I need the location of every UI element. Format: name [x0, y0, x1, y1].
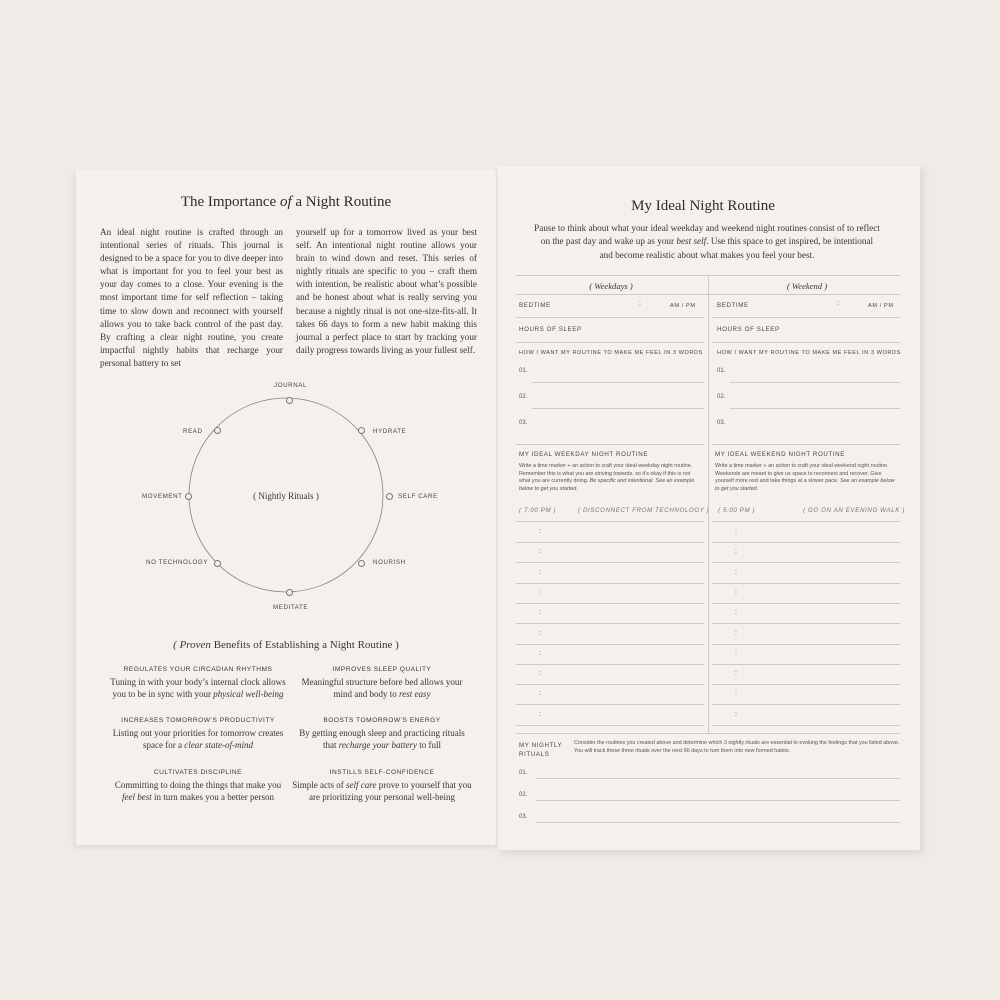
wheel-node-no-technology [214, 560, 221, 567]
routine-time-colon: : [735, 548, 737, 556]
input-line[interactable] [730, 382, 900, 383]
wheel-label-meditate: MEDITATE [273, 604, 309, 611]
benefit-text-italic: recharge your battery [338, 740, 418, 750]
routine-input-line[interactable] [516, 583, 704, 584]
title-part: a Night Routine [291, 194, 392, 210]
wheel-label-hydrate: HYDRATE [373, 428, 407, 435]
weekend-routine-title: MY IDEAL WEEKEND NIGHT ROUTINE [715, 451, 845, 458]
feel-number: 03. [519, 420, 528, 426]
divider [516, 521, 704, 522]
heading-italic: Proven [179, 639, 211, 651]
routine-input-line[interactable] [516, 644, 704, 645]
benefit-title: INCREASES TOMORROW’S PRODUCTIVITY [121, 717, 275, 724]
routine-time-colon: : [539, 710, 541, 718]
benefit-text [108, 727, 288, 751]
routine-time-colon: : [735, 710, 737, 718]
routine-input-line[interactable] [712, 583, 900, 584]
weekday-feel-words-label: HOW I WANT MY ROUTINE TO MAKE ME FEEL IN 3 WORDS [519, 350, 703, 356]
instructions-text: Write a time marker + an action to craft your ideal weekend night routine. Weekends are meant to give us space to reconnect and recover. Give yourself more rest and take things at a slower pace. [715, 463, 889, 485]
benefit-title: IMPROVES SLEEP QUALITY [332, 666, 432, 673]
routine-time-colon: : [539, 649, 541, 657]
routine-time-colon: : [539, 568, 541, 576]
routine-input-line[interactable] [516, 704, 704, 705]
routine-input-line[interactable] [712, 562, 900, 563]
intro-part: Pause to think about what your ideal weekday and weekend night routines consist of to reflect on the past day and wake up as your [534, 223, 880, 247]
routine-time-colon: : [735, 528, 737, 535]
benefit-text-part: Meaningful structure before bed allows your mind and body to [301, 677, 463, 699]
benefit-text-italic: feel best [122, 792, 152, 802]
wheel-label-self-care: SELF CARE [398, 493, 438, 500]
input-line[interactable] [532, 382, 704, 383]
weekend-feel-words-label: HOW I WANT MY ROUTINE TO MAKE ME FEEL IN 3 WORDS [717, 350, 901, 356]
routine-input-line[interactable] [516, 623, 704, 624]
routine-time-colon: : [735, 588, 737, 596]
benefit-text-part: Listing out your priorities for tomorrow creates space for a [112, 728, 284, 750]
routine-input-line[interactable] [712, 603, 900, 604]
weekend-hours-sleep-label: HOURS OF SLEEP [717, 326, 780, 333]
benefit-text [292, 727, 472, 751]
benefit-title: BOOSTS TOMORROW’S ENERGY [323, 717, 441, 724]
benefit-text-italic: self care [346, 780, 377, 790]
routine-input-line[interactable] [712, 684, 900, 685]
routine-time-colon: : [735, 649, 737, 657]
intro-italic: best self [676, 236, 707, 247]
benefits-heading [76, 639, 496, 651]
benefit-title: REGULATES YOUR CIRCADIAN RHYTHMS [123, 666, 273, 673]
wheel-node-meditate [286, 589, 293, 596]
benefit-text [108, 779, 288, 803]
weekday-routine-title: MY IDEAL WEEKDAY NIGHT ROUTINE [519, 451, 649, 458]
column-divider [708, 275, 709, 733]
wheel-label-no-technology: NO TECHNOLOGY [146, 559, 209, 566]
weekday-example-time: ( 7:00 PM ) [519, 507, 557, 514]
routine-input-line[interactable] [712, 623, 900, 624]
benefit-title: INSTILLS SELF-CONFIDENCE [329, 769, 435, 776]
benefit-item [292, 717, 472, 751]
benefit-item [292, 769, 472, 803]
benefit-item [108, 717, 288, 751]
weekdays-heading: ( Weekdays ) [589, 281, 633, 291]
routine-input-line[interactable] [712, 664, 900, 665]
input-line [516, 317, 704, 318]
routine-input-line[interactable] [712, 704, 900, 705]
weekday-hours-sleep-label: HOURS OF SLEEP [519, 326, 582, 333]
wheel-label-nourish: NOURISH [373, 559, 406, 566]
left-page-title [76, 194, 496, 211]
routine-time-colon: : [735, 609, 737, 617]
feel-number: 02. [717, 394, 726, 400]
weekday-bedtime-label: BEDTIME [519, 302, 551, 309]
routine-time-colon: : [735, 629, 737, 637]
routine-time-colon: : [539, 548, 541, 556]
benefit-text-italic: clear state-of-mind [184, 740, 253, 750]
ritual-input-line[interactable] [536, 800, 900, 801]
benefit-text-part: Committing to doing the things that make you [114, 780, 282, 790]
benefit-item [108, 769, 288, 803]
feel-number: 03. [717, 420, 726, 426]
routine-time-colon: : [539, 629, 541, 637]
routine-time-colon: : [539, 588, 541, 596]
weekday-example-action: ( DISCONNECT FROM TECHNOLOGY ) [578, 507, 710, 514]
routine-time-colon: : [539, 690, 541, 698]
benefit-item [292, 666, 472, 700]
benefit-title: CULTIVATES DISCIPLINE [153, 769, 243, 776]
wheel-label-read: READ [183, 428, 203, 435]
benefit-text-tail: to full [417, 740, 442, 750]
wheel-node-self-care [386, 493, 393, 500]
routine-time-colon: : [539, 670, 541, 678]
divider [712, 521, 900, 522]
routine-input-line[interactable] [516, 542, 704, 543]
benefit-text-tail: prove to yourself that you are prioritizing your personal well-being [309, 780, 472, 802]
ritual-input-line[interactable] [536, 822, 900, 823]
wheel-node-nourish [358, 560, 365, 567]
input-line[interactable] [532, 408, 704, 409]
routine-input-line[interactable] [712, 725, 900, 726]
wheel-node-read [214, 427, 221, 434]
input-line [516, 342, 704, 343]
ritual-number: 02. [519, 792, 528, 798]
intro-column-1: An ideal night routine is crafted through an intentional series of rituals. This journal is designed to be a space for you to dive deeper into what is important for you to feel your best as your day comes to a close. Your evening is the most important time for self reflection – taking time to slow down and reconnect with yourself allows you to take back control of the past day. By crafting a clear night routine, you create impactful nightly habits that recharge your personal battery to set [100, 227, 283, 368]
input-line [712, 342, 900, 343]
ritual-number: 03. [519, 814, 528, 820]
intro-column-2: yourself up for a tomorrow lived as your best self. An intentional night routine allows your brain to wind down and reset. This series of nightly rituals are specific to you – craft them with intention, be realistic about what’s possible and be honest about what is really serving you because a nightly ritual is not one-size-fits-all. It takes 66 days to form a new habit making this journal a perfect place to start by tracking your daily progress towards living as your fullest self. [296, 227, 477, 355]
routine-input-line[interactable] [712, 644, 900, 645]
routine-input-line[interactable] [516, 725, 704, 726]
nightly-rituals-label [519, 741, 562, 759]
intro-part: . Use this space to get inspired, be intentional and become realistic about what makes you feel your best. [599, 236, 874, 260]
rituals-label-line: MY NIGHTLY [519, 742, 563, 749]
right-page [498, 166, 920, 850]
routine-input-line[interactable] [712, 542, 900, 543]
weekend-heading: ( Weekend ) [786, 281, 828, 291]
benefit-text [292, 779, 472, 803]
benefit-text-italic: rest easy [399, 689, 431, 699]
instructions-italic: Be specific and intentional. [589, 478, 654, 485]
routine-input-line[interactable] [516, 664, 704, 665]
heading-part: Benefits of Establishing a Night Routine ) [210, 639, 399, 651]
rituals-instructions: Consider the routines you created above and determine which 3 nightly rituals are essential to evoking the feelings that you listed above. You will track these three rituals over the next 66 days to turn them into new formed habits. [574, 740, 900, 754]
rituals-label-line: RITUALS [519, 751, 550, 758]
benefit-text-tail: in turn makes you a better person [151, 792, 274, 802]
routine-input-line[interactable] [516, 562, 704, 563]
time-colon: : [639, 300, 641, 307]
divider [712, 444, 900, 445]
benefit-text [292, 676, 472, 700]
routine-input-line[interactable] [516, 603, 704, 604]
routine-input-line[interactable] [516, 684, 704, 685]
wheel-node-movement [185, 493, 192, 500]
divider [516, 294, 900, 295]
benefit-text [108, 676, 288, 700]
input-line[interactable] [730, 408, 900, 409]
heading-part: ( [173, 639, 180, 651]
routine-time-colon: : [539, 609, 541, 617]
routine-time-colon: : [735, 670, 737, 678]
feel-number: 01. [717, 368, 726, 374]
right-intro [534, 222, 880, 262]
weekend-example-action: ( GO ON AN EVENING WALK ) [803, 507, 905, 514]
wheel-node-hydrate [358, 427, 365, 434]
ritual-input-line[interactable] [536, 778, 900, 779]
right-page-title: My Ideal Night Routine [631, 198, 775, 214]
instructions-example: See an example below to get you started. [715, 478, 895, 492]
feel-number: 02. [519, 394, 528, 400]
wheel-label-movement: MOVEMENT [142, 493, 183, 500]
routine-time-colon: : [539, 528, 541, 535]
divider [516, 733, 900, 734]
am-pm-label: AM / PM [868, 303, 894, 309]
left-page [76, 170, 496, 845]
input-line [712, 317, 900, 318]
benefit-text-part: By getting enough sleep and practicing rituals that [299, 728, 465, 750]
divider [516, 444, 704, 445]
routine-time-colon: : [735, 568, 737, 576]
wheel-center-label: ( Nightly Rituals ) [253, 491, 319, 501]
weekend-routine-instructions [715, 463, 899, 493]
instructions-text: Write a time marker + an action to craft your ideal weekday night routine. Remember this is what you are striving towards, so it’s okay if this is not what you are currently doing. [519, 463, 693, 485]
ritual-number: 01. [519, 770, 528, 776]
benefit-item [108, 666, 288, 700]
routine-time-colon: : [735, 690, 737, 698]
wheel-node-journal [286, 397, 293, 404]
benefit-text-part: Simple acts of [292, 780, 347, 790]
feel-number: 01. [519, 368, 528, 374]
time-colon: : [837, 300, 839, 307]
weekday-routine-instructions [519, 463, 699, 493]
title-part: The Importance [180, 194, 280, 210]
benefit-text-italic: physical well-being [213, 689, 284, 699]
benefit-text-part: Tuning in with your body’s internal clock allows you to be in sync with your [110, 677, 286, 699]
weekend-example-time: ( 5:00 PM ) [718, 507, 756, 514]
title-italic: of [279, 194, 292, 210]
wheel-label-journal: JOURNAL [274, 382, 308, 389]
instructions-example: See an example below to get you started. [519, 478, 695, 492]
am-pm-label: AM / PM [670, 303, 696, 309]
weekend-bedtime-label: BEDTIME [717, 302, 749, 309]
